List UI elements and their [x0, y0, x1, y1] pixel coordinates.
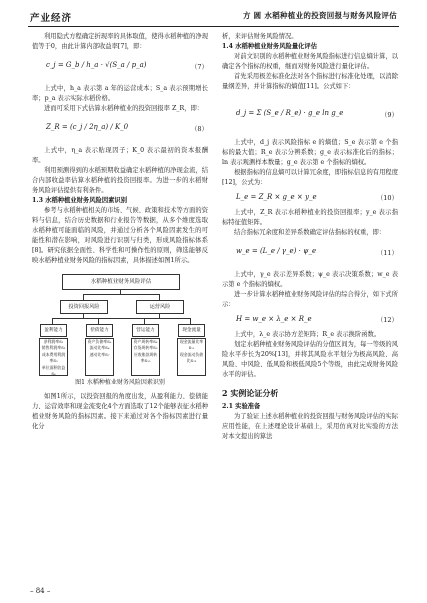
paragraph: 上式中，Z_R 表示水稻种植业的投资回报率；y_e 表示指标特征值矩阵。: [222, 209, 398, 226]
equation-number: （8）: [190, 125, 208, 133]
paragraph: 进一步计算水稻种植业财务风险评估的综合得分，如下式所示：: [222, 291, 398, 308]
header-rule: [28, 26, 399, 27]
paragraph: 划定水稻种植业财务风险评估的分值区间为，每一等级的风险水平步长为20%[13]，并将其风险水平划分为极高风险、高风险、中风险、低风险和极低风险5个等级，由此完成财务风险水平的评估。: [222, 341, 398, 378]
risk-factor-diagram: [32, 270, 208, 376]
leaf-item: 现金流动负债比S₁₂: [179, 351, 204, 364]
section-heading: 2.1 实验准备: [222, 403, 261, 410]
equation-12: [222, 312, 398, 328]
diagram-node-operation-risk: 运营风险: [136, 300, 184, 314]
section-heading-major: 2 实例论证分析: [222, 388, 279, 398]
paragraph: 结合指标冗余度和差异系数确定评估指标的权重，即：: [234, 229, 386, 236]
paragraph: 进而可采用下式估算水稻种植业的投资回报率 Z_R，即：: [44, 105, 204, 112]
diagram-node-investment-risk: 投资回报风险: [60, 300, 108, 314]
paragraph: 上式中，λ_e 表示协方差矩阵；R_e 表示换阶函数。: [234, 331, 381, 338]
journal-section-title: 产业经济: [30, 13, 73, 24]
equation-formula: L_e = Z_R × g_e × y_e: [236, 193, 317, 201]
leaf-item: 成本费用利润率S₃: [41, 351, 66, 364]
leaf-item: 速动比率S₇: [89, 351, 110, 357]
diagram-leaf-cashflow: [177, 338, 206, 376]
leaf-item: 存货周转率S₉: [133, 345, 158, 351]
paragraph: 根据指标的信息熵可以计算冗余度，即指标信息的有用程度[12]，公式为：: [222, 169, 398, 186]
leaf-item: 销售利润率S₂: [41, 345, 66, 351]
diagram-leaf-profitability: [39, 338, 68, 376]
equation-number: （11）: [376, 249, 398, 257]
diagram-root-node: 水稻种植业财务风险评估: [62, 274, 180, 290]
paragraph: 如图1所示，以投资回报的角度出发，从盈利能力、偿债能力、运营效率和现金流变化4个方面选取了12个能够表征水稻种植业财务风险的指标因素。接下来通过对各个指标因素进行量化分: [32, 393, 208, 430]
equation-formula: H = w_e × λ_e × R_e: [236, 315, 312, 323]
leaf-item: 现金流量比率S₁₁: [179, 339, 204, 351]
equation-formula: Z_R = (c_j / 2η_a) / K_0: [46, 123, 129, 131]
equation-11: [222, 240, 398, 268]
equation-7: [32, 54, 208, 82]
paragraph: 为了验证上述水稻种植业的投资回报与财务风险评估的实际应用性能，在上述理论设计基础上，采用仿真对比实验的方法对本文提出的算法: [222, 413, 398, 440]
equation-8: [32, 116, 208, 144]
paragraph: 首先采用极差标准化法对各个指标进行标准化处理，以消除量纲差异，并计算指标的熵值[11]。公式如下：: [222, 73, 398, 90]
paragraph: 上式中，d_j 表示风险指标 e 的熵值；S_e 表示第 e 个指标的最大值；R_e 表示分辨系数；g_e 表示标准化后的指标；ln 表示观测样本数量；g_e 表示第 e 个指标的熵权。: [222, 139, 398, 166]
equation-formula: w_e = (L_e / γ_e) · ψ_e: [236, 247, 317, 255]
right-column: [222, 32, 398, 442]
diagram-node-solvency: 偿债能力: [86, 324, 113, 337]
figure-caption: 图1 水稻种植业财务风险因素识别: [75, 379, 165, 386]
diagram-node-operating-ability: 营运能力: [132, 324, 159, 337]
diagram-node-cash-flow: 现金流量: [178, 324, 205, 337]
paragraph: 上式中，γ_e 表示差异系数；ψ_e 表示决策系数；w_e 表示第 e 个指标的熵权。: [222, 271, 398, 288]
paragraph: 利用隐式方程确定折现率的具体取值，使得水稻种植的净现值等于0，由此计算内部收益率[7]，即：: [32, 33, 208, 50]
running-title: 方 圆 水稻种植业的投资回报与财务风险评估: [242, 11, 397, 20]
page-header: [0, 6, 427, 28]
paragraph: 析，来评估财务风险情况。: [222, 33, 298, 40]
left-column: [32, 32, 208, 432]
equation-number: （9）: [380, 111, 398, 119]
diagram-node-profitability: 盈利能力: [40, 324, 67, 337]
leaf-item: 流动比率S₆: [89, 345, 110, 351]
page-number: – 84 –: [30, 587, 51, 595]
equation-number: （12）: [376, 316, 398, 324]
equation-9: [222, 94, 398, 136]
diagram-leaf-solvency: [85, 338, 114, 376]
equation-number: （10）: [376, 194, 398, 202]
leaf-item: 单位面积收益S₄: [41, 364, 66, 377]
leaf-item: 资产负债率S₅: [87, 339, 112, 344]
equation-formula: d_j = Σ (S_e / R_e) · g_e ln g_e: [236, 109, 344, 117]
paragraph: 利用预测得到的水稻预期收益确定水稻种植的净现金流，结合内部收益率估算水稻种植的投资回报率。为进一步的水稻财务风险评估提供有利条件。: [32, 167, 208, 194]
diagram-leaf-operating: [131, 338, 160, 376]
paragraph: 对前文识别的水稻种植业财务风险指标进行信息熵计算，以确定各个指标的权重，继而对财务风险进行量化评估。: [222, 53, 398, 70]
equation-number: （7）: [190, 63, 208, 71]
section-heading: 1.3 水稻种植业财务风险因素识别: [32, 197, 128, 204]
leaf-item: 净利润率S₁: [43, 339, 64, 344]
equation-formula: c_j = G_b / h_a · √(S_a / p_a): [46, 61, 147, 69]
paragraph: 上式中，h_a 表示第 a 年的运营成本；S_a 表示预期增长率；p_a 表示实际水稻价格。: [32, 85, 208, 102]
section-heading: 1.4 水稻种植业财务风险量化评估: [222, 43, 318, 50]
paragraph: 参考与水稻种植相关的市场、气候、政策和技术等方面的资料与信息，结合历史数据和行业报告等数据，从多个维度选取水稻种植可能面临的风险，并通过分析各个风险因素发生的可能性和潜在影响，对风险进行识别与归类，形成风险指标体系[8]。研究依据全面性、科学性和可操作性的原则，筛选能够反映水稻种植业财务风险的指标因素，具体描述如图1所示。: [32, 207, 208, 264]
leaf-item: 资产周转率S₈: [133, 339, 158, 344]
paragraph: 上式中，η_a 表示贴现因子；K_0 表示最初的资本报酬率。: [32, 147, 208, 164]
leaf-item: 应收账款周转率S₁₀: [133, 351, 158, 364]
equation-10: [222, 190, 398, 206]
